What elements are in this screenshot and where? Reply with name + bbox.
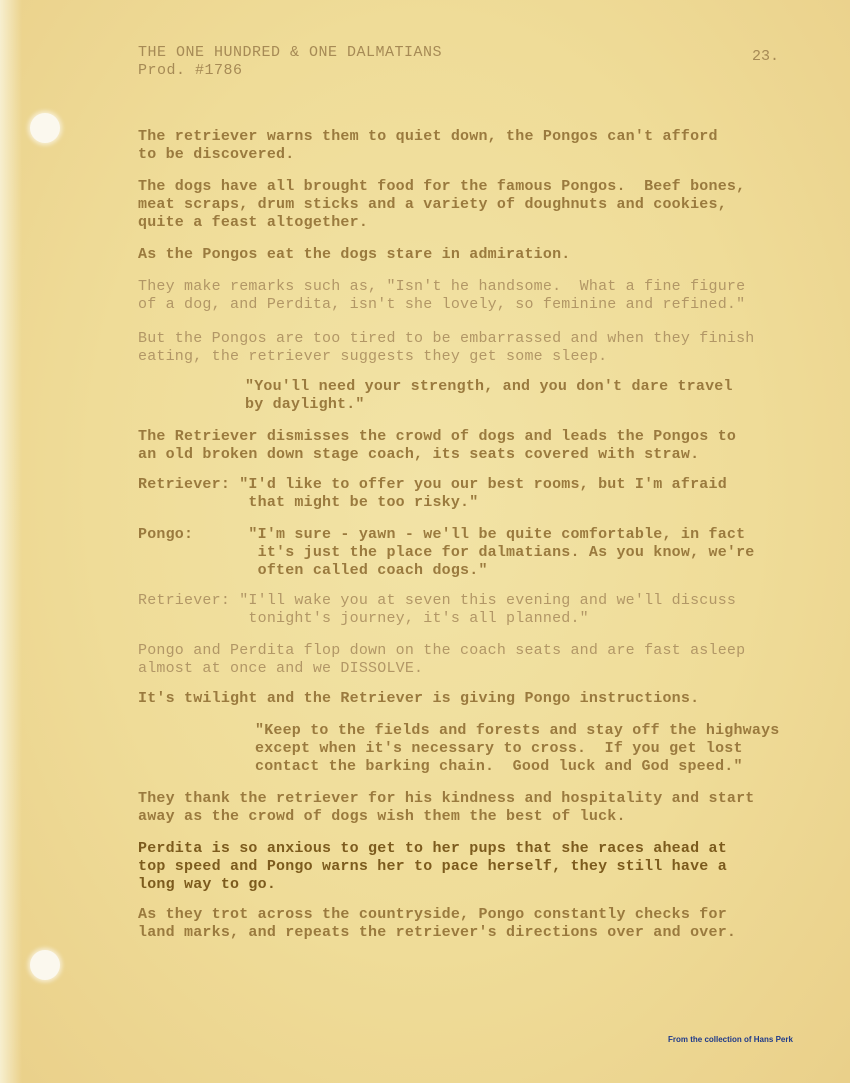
- dialogue-retriever-4: "Keep to the fields and forests and stay off the highways except when it's necessary to cross. If you get lost contact the barking chain. Good luck and God speed.": [255, 722, 780, 775]
- collection-credit: From the collection of Hans Perk: [668, 1035, 793, 1044]
- script-title: THE ONE HUNDRED & ONE DALMATIANS: [138, 44, 443, 61]
- dialogue-pongo: Pongo: "I'm sure - yawn - we'll be quite comfortable, in fact it's just the place for dalmatians. As you know, we're often called coach dogs.": [138, 526, 755, 579]
- paragraph-1: The retriever warns them to quiet down, the Pongos can't afford to be discovered.: [138, 128, 718, 163]
- paragraph-4: They make remarks such as, "Isn't he handsome. What a fine figure of a dog, and Perdita, isn't she lovely, so feminine and refined.": [138, 278, 746, 313]
- paragraph-2: The dogs have all brought food for the famous Pongos. Beef bones, meat scraps, drum sticks and a variety of doughnuts and cookies, quite a feast altogether.: [138, 178, 746, 231]
- dialogue-retriever-2: Retriever: "I'd like to offer you our best rooms, but I'm afraid that might be too risky.": [138, 476, 727, 511]
- dialogue-retriever-1: "You'll need your strength, and you don't dare travel by daylight.": [245, 378, 733, 413]
- paragraph-15: Perdita is so anxious to get to her pups that she races ahead at top speed and Pongo warns her to pace herself, they still have a long way to go.: [138, 840, 727, 893]
- paragraph-12: It's twilight and the Retriever is giving Pongo instructions.: [138, 690, 700, 707]
- paragraph-16: As they trot across the countryside, Pongo constantly checks for land marks, and repeats the retriever's directions over and over.: [138, 906, 737, 941]
- punch-hole-top: [30, 113, 60, 143]
- paragraph-11: Pongo and Perdita flop down on the coach seats and are fast asleep almost at once and we DISSOLVE.: [138, 642, 746, 677]
- paragraph-14: They thank the retriever for his kindness and hospitality and start away as the crowd of dogs wish them the best of luck.: [138, 790, 755, 825]
- dialogue-retriever-3: Retriever: "I'll wake you at seven this evening and we'll discuss tonight's journey, it's all planned.": [138, 592, 737, 627]
- paragraph-3: As the Pongos eat the dogs stare in admiration.: [138, 246, 571, 263]
- paragraph-5: But the Pongos are too tired to be embarrassed and when they finish eating, the retriever suggests they get some sleep.: [138, 330, 755, 365]
- page-number: 23.: [752, 48, 780, 65]
- punch-hole-bottom: [30, 950, 60, 980]
- production-number: Prod. #1786: [138, 62, 243, 79]
- script-header: [138, 44, 442, 80]
- paper-edge: [0, 0, 22, 1083]
- paragraph-7: The Retriever dismisses the crowd of dogs and leads the Pongos to an old broken down stage coach, its seats covered with straw.: [138, 428, 737, 463]
